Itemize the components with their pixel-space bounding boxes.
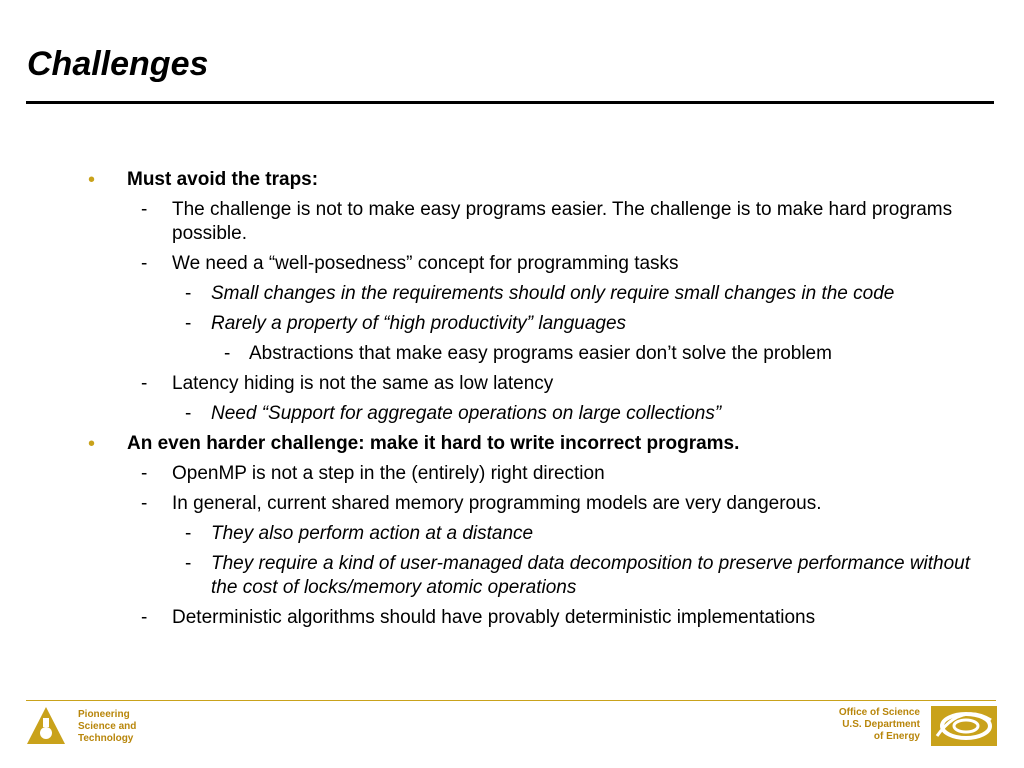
tagline-line: Pioneering	[78, 709, 130, 720]
list-item-text: They require a kind of user-managed data decomposition to preserve performance without the cost of locks/memory atomic operations	[211, 553, 971, 598]
list-item	[0, 312, 1024, 336]
list-item-text: Small changes in the requirements should only require small changes in the code	[211, 283, 895, 304]
office-line: of Energy	[873, 731, 920, 742]
dash-marker: -	[141, 199, 148, 220]
office-line: U.S. Department	[842, 719, 920, 730]
footer-tagline	[78, 709, 136, 745]
list-item	[0, 198, 1024, 246]
footer-right-text	[839, 707, 920, 743]
list-item-text: The challenge is not to make easy programs easier. The challenge is to make hard programs possible.	[172, 199, 953, 244]
list-item-text: Abstractions that make easy programs easier don’t solve the problem	[249, 343, 832, 364]
list-item	[0, 402, 1024, 426]
list-item	[0, 168, 1024, 192]
dash-marker: -	[141, 607, 148, 628]
dash-marker: -	[185, 553, 192, 574]
footer-divider	[26, 700, 996, 701]
bullet-icon: •	[88, 433, 96, 455]
list-item	[0, 252, 1024, 276]
list-item	[0, 492, 1024, 516]
list-item-text: Deterministic algorithms should have provably deterministic implementations	[172, 607, 816, 628]
list-item	[0, 342, 1024, 366]
list-item-text: In general, current shared memory programming models are very dangerous.	[172, 493, 822, 514]
list-item-text: Rarely a property of “high productivity” languages	[211, 313, 627, 334]
list-item	[0, 372, 1024, 396]
doe-logo-icon	[931, 706, 997, 746]
argonne-logo-icon	[26, 706, 66, 746]
dash-marker: -	[185, 403, 192, 424]
list-item-text: OpenMP is not a step in the (entirely) right direction	[172, 463, 605, 484]
dash-marker: -	[185, 523, 192, 544]
dash-marker: -	[141, 253, 148, 274]
list-item-text: Latency hiding is not the same as low latency	[172, 373, 554, 394]
list-item-text: An even harder challenge: make it hard to write incorrect programs.	[127, 433, 740, 454]
list-item	[0, 432, 1024, 456]
bullet-list	[0, 168, 1024, 636]
list-item	[0, 282, 1024, 306]
tagline-line: Science and	[78, 721, 137, 732]
list-item	[0, 552, 1024, 600]
dash-marker: -	[185, 313, 192, 334]
bullet-icon: •	[88, 169, 96, 191]
list-item-text: They also perform action at a distance	[211, 523, 534, 544]
tagline-line: Technology	[78, 733, 134, 744]
dash-marker: -	[141, 493, 148, 514]
slide-title: Challenges	[27, 45, 209, 83]
list-item-text: We need a “well-posedness” concept for programming tasks	[172, 253, 679, 274]
dash-marker: -	[141, 373, 148, 394]
title-divider	[26, 101, 994, 104]
dash-marker: -	[185, 283, 192, 304]
office-line: Office of Science	[838, 707, 920, 718]
list-item	[0, 522, 1024, 546]
footer-left-branding	[26, 706, 186, 746]
list-item	[0, 462, 1024, 486]
list-item-text: Must avoid the traps:	[127, 169, 319, 190]
list-item	[0, 606, 1024, 630]
list-item-text: Need “Support for aggregate operations on large collections”	[211, 403, 722, 424]
dash-marker: -	[224, 343, 231, 364]
dash-marker: -	[141, 463, 148, 484]
